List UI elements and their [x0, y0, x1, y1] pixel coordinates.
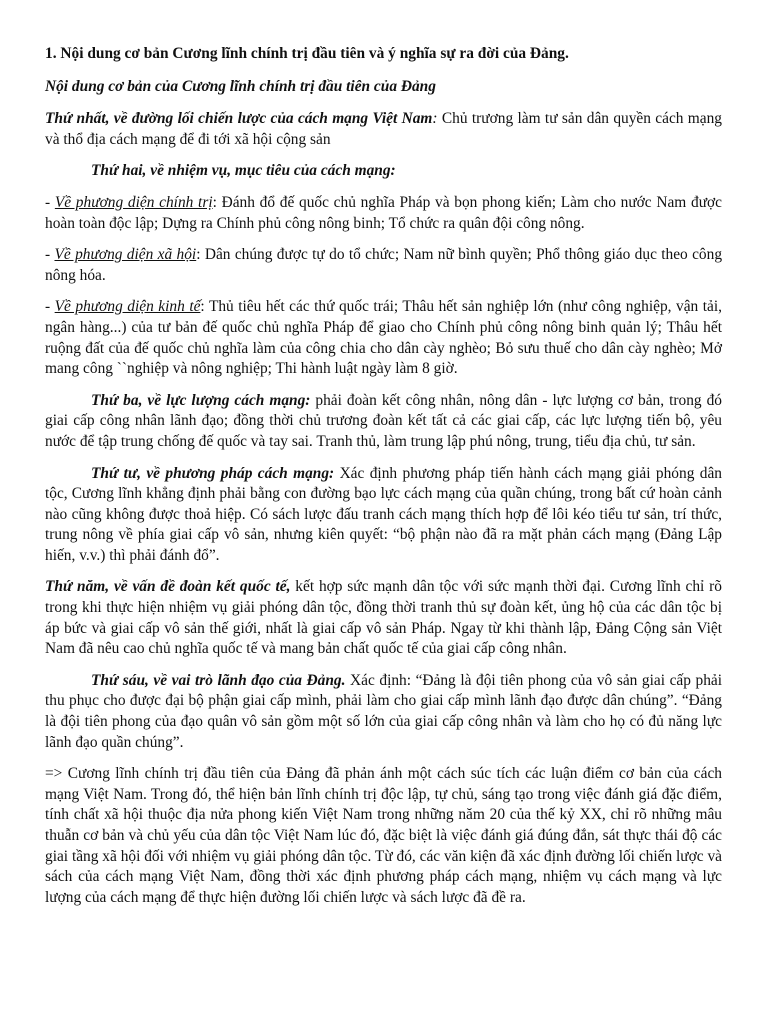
label-separator: :	[196, 246, 205, 264]
paragraph-label: Thứ nhất, về đường lối chiến lược của cách mạng Việt Nam	[45, 110, 433, 128]
list-item-text: Đánh đổ đế quốc chủ nghĩa Pháp và bọn phong kiến; Làm cho nước Nam được hoàn toàn độc lập; Dựng ra Chính phủ công nông binh; Tổ chức ra quân đội công nông.	[45, 193, 723, 232]
list-bullet: -	[45, 193, 55, 211]
paragraph-text: kết hợp sức mạnh dân tộc với sức mạnh thời đại. Cương lĩnh chỉ rõ trong khi thực hiện nhiệm vụ giải phóng dân tộc, đồng thời tranh thủ sự đoàn kết, ủng hộ của các dân tộc bị áp bức và giai cấp vô sản thế giới, nhất là giai cấp vô sản Pháp. Ngay từ khi thành lập, Đảng Cộng sản Việt Nam đã nêu cao chủ nghĩa quốc tế và mang bản chất quốc tế của giai cấp công nhân.	[45, 578, 722, 658]
list-item-text: Thủ tiêu hết các thứ quốc trái; Thâu hết sản nghiệp lớn (như công nghiệp, vận tải, ngân hàng...) của tư bản đế quốc chủ nghĩa Pháp để giao cho Chính phủ công nông binh quản lý; Thâu hết ruộng đất của đế quốc chủ nghĩa làm của công chia cho dân cày nghèo; Bỏ sưu thuế cho dân cày nghèo; Mở mang công ``nghiệp và nông nghiệp; Thi hành luật ngày làm 8 giờ.	[45, 298, 722, 378]
paragraph-fifth	[45, 577, 722, 659]
list-item-label: Về phương diện xã hội	[54, 246, 197, 264]
paragraph-second-label: Thứ hai, về nhiệm vụ, mục tiêu của cách mạng:	[91, 162, 396, 180]
label-separator: :	[212, 193, 222, 211]
section-subheading: Nội dung cơ bản của Cương lĩnh chính trị đầu tiên của Đảng	[45, 77, 436, 95]
label-separator: :	[200, 298, 209, 316]
label-separator: :	[432, 110, 442, 128]
paragraph-fourth	[45, 464, 722, 567]
list-item-text: Dân chúng được tự do tổ chức; Nam nữ bình quyền; Phổ thông giáo dục theo công nông hóa.	[45, 246, 723, 284]
list-item-society	[45, 245, 722, 286]
section-heading: 1. Nội dung cơ bản Cương lĩnh chính trị đầu tiên và ý nghĩa sự ra đời của Đảng.	[45, 45, 569, 62]
paragraph-third	[45, 391, 722, 453]
paragraph-text: phải đoàn kết công nhân, nông dân - lực lượng cơ bản, trong đó giai cấp công nhân lãnh đạo; đồng thời chủ trương đoàn kết tất cả các giai cấp, các lực lượng tiến bộ, yêu nước để tập trung chống đế quốc và tay sai. Tranh thủ, làm trung lập phú nông, trung, tiểu địa chủ, tư sản.	[45, 391, 722, 450]
paragraph-first	[45, 109, 722, 150]
list-item-label: Về phương diện chính trị	[54, 193, 213, 211]
paragraph-conclusion: => Cương lĩnh chính trị đầu tiên của Đảng đã phản ánh một cách súc tích các luận điểm cơ bản của cách mạng Việt Nam. Trong đó, thể hiện bản lĩnh chính trị độc lập, tự chủ, sáng tạo trong việc đánh giá đặc điểm, tính chất xã hội thuộc địa nửa phong kiến Việt Nam trong những năm 20 của thế kỷ XX, chỉ rõ những mâu thuẫn cơ bản và chủ yếu của dân tộc Việt Nam lúc đó, đặc biệt là việc đánh giá đúng đắn, sát thực thái độ các giai tầng xã hội đối với nhiệm vụ giải phóng dân tộc. Từ đó, các văn kiện đã xác định đường lối chiến lược và sách của cách mạng Việt Nam, đồng thời xác định phương pháp cách mạng, nhiệm vụ cách mạng và lực lượng của cách mạng để thực hiện đường lối chiến lược và sách lược đã đề ra.	[45, 765, 722, 906]
paragraph-label: Thứ ba, về lực lượng cách mạng:	[91, 391, 311, 409]
paragraph-text: Chủ trương làm tư sản dân quyền cách mạng và thổ địa cách mạng để đi tới xã hội cộng sản	[45, 110, 723, 148]
paragraph-text: Xác định: “Đảng là đội tiên phong của vô sản giai cấp phải thu phục cho được đại bộ phận giai cấp mình, phải làm cho giai cấp mình lãnh đạo được dân chúng”. “Đảng là đội tiên phong của đạo quân vô sản gồm một số lớn của giai cấp công nhân và làm cho họ có đủ năng lực lãnh đạo quần chúng”.	[45, 671, 722, 751]
paragraph-sixth	[45, 671, 722, 753]
paragraph-text: Xác định phương pháp tiến hành cách mạng giải phóng dân tộc, Cương lĩnh khẳng định phải bằng con đường bạo lực cách mạng của quần chúng, trong bất cứ hoàn cảnh nào cũng không được thoả hiệp. Có sách lược đấu tranh cách mạng thích hợp để lôi kéo tiểu tư sản, trí thức, trung nông về phía giai cấp vô sản, nhưng kiên quyết: “bộ phận nào đã ra mặt phản cách mạng (Đảng Lập hiến, v.v.) thì phải đánh đổ”.	[45, 464, 723, 564]
list-bullet: -	[45, 246, 55, 264]
list-item-label: Về phương diện kinh tế	[54, 298, 201, 316]
list-item-politics	[45, 193, 722, 234]
paragraph-label: Thứ tư, về phương pháp cách mạng:	[91, 464, 335, 482]
paragraph-label: Thứ năm, về vấn đề đoàn kết quốc tế,	[45, 578, 291, 596]
paragraph-label: Thứ sáu, về vai trò lãnh đạo của Đảng.	[91, 671, 346, 689]
list-item-economy	[45, 297, 722, 379]
document-page	[45, 44, 722, 919]
list-bullet: -	[45, 298, 55, 316]
